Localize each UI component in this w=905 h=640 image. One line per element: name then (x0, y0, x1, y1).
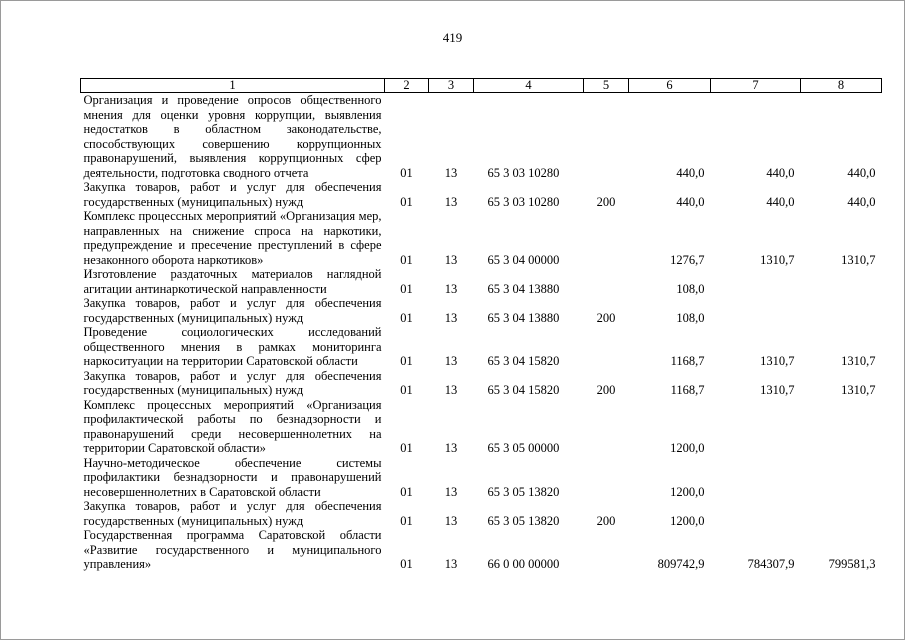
row-description: Закупка товаров, работ и услуг для обеспечения государственных (муниципальных) нужд (83, 368, 382, 397)
row-section: 01 (400, 194, 413, 209)
table-row (81, 93, 882, 181)
budget-table (80, 78, 882, 572)
header-row (81, 79, 882, 93)
row-amount-2024: 1168,7 (670, 383, 705, 397)
row-description: Изготовление раздаточных материалов наглядной агитации антинаркотической направленности (83, 267, 382, 296)
row-expense-type (584, 398, 629, 456)
row-description: Государственная программа Саратовской области «Развитие государственного и муниципального управления» (83, 528, 382, 571)
row-amount-2026: 1310,7 (841, 252, 876, 267)
row-target-code: 65 3 04 13880 (487, 281, 560, 296)
row-target-code: 65 3 05 00000 (487, 441, 560, 455)
table-row (81, 180, 882, 209)
row-amount-2025: 440,0 (766, 194, 795, 209)
row-amount-2026: 799581,3 (828, 557, 876, 571)
row-amount-2025 (711, 267, 801, 296)
row-amount-2024: 1168,7 (670, 354, 705, 368)
row-amount-2026 (801, 267, 882, 296)
header-cell: 5 (584, 79, 629, 93)
row-amount-2024: 809742,9 (657, 557, 705, 571)
row-description: Закупка товаров, работ и услуг для обеспечения государственных (муниципальных) нужд (83, 180, 382, 209)
row-description: Закупка товаров, работ и услуг для обеспечения государственных (муниципальных) нужд (83, 296, 382, 325)
row-amount-2026 (801, 456, 882, 500)
table-row (81, 456, 882, 500)
header-cell: 7 (711, 79, 801, 93)
row-subsection: 13 (444, 310, 458, 325)
table-row (81, 325, 882, 369)
table-row (81, 267, 882, 296)
row-amount-2024: 1200,0 (670, 484, 705, 499)
row-expense-type: 200 (596, 383, 616, 397)
row-subsection: 13 (444, 252, 458, 267)
table-row (81, 296, 882, 325)
row-target-code: 65 3 04 13880 (487, 310, 560, 325)
row-section: 01 (400, 557, 413, 571)
row-expense-type (584, 325, 629, 369)
table-row (81, 209, 882, 267)
row-amount-2026: 440,0 (847, 165, 876, 180)
row-amount-2025: 1310,7 (760, 383, 795, 397)
row-amount-2024: 1200,0 (670, 513, 705, 528)
row-expense-type (584, 93, 629, 181)
header-cell: 3 (429, 79, 474, 93)
row-target-code: 65 3 04 00000 (487, 252, 560, 267)
row-amount-2025: 1310,7 (760, 252, 795, 267)
row-target-code: 65 3 04 15820 (487, 383, 560, 397)
table-row (81, 398, 882, 456)
row-description: Проведение социологических исследований общественного мнения в рамках мониторинга наркоситуации на территории Саратовской области (83, 325, 382, 368)
row-subsection: 13 (444, 513, 458, 528)
row-amount-2026: 1310,7 (841, 354, 876, 368)
row-section: 01 (400, 441, 413, 455)
row-expense-type (584, 456, 629, 500)
row-section: 01 (400, 310, 413, 325)
row-amount-2025: 440,0 (766, 165, 795, 180)
row-amount-2025 (711, 499, 801, 528)
row-subsection: 13 (444, 281, 458, 296)
row-amount-2026: 440,0 (847, 194, 876, 209)
row-description: Научно-методическое обеспечение системы профилактики безнадзорности и правонарушений несовершеннолетних в Саратовской области (83, 455, 382, 499)
row-amount-2026 (801, 296, 882, 325)
header-cell: 8 (801, 79, 882, 93)
row-subsection: 13 (444, 484, 458, 499)
row-amount-2025: 784307,9 (747, 557, 795, 571)
row-description: Организация и проведение опросов общественного мнения для оценки уровня коррупции, выявления недостатков в областном законодательстве, способствующих совершению коррупционных правонарушений, выявления коррупционных сфер деятельности, подготовка сводного отчета (83, 93, 382, 180)
header-cell: 2 (385, 79, 429, 93)
row-target-code: 65 3 04 15820 (487, 354, 560, 368)
header-cell: 6 (629, 79, 711, 93)
row-amount-2024: 440,0 (676, 165, 705, 180)
row-section: 01 (400, 252, 413, 267)
table-row (81, 369, 882, 398)
row-target-code: 66 0 00 00000 (487, 557, 560, 571)
row-expense-type (584, 528, 629, 572)
row-section: 01 (400, 165, 413, 180)
row-description: Комплекс процессных мероприятий «Организация профилактической работы по безнадзорности и правонарушений среди несовершеннолетних на территории Саратовской области» (83, 397, 382, 455)
row-subsection: 13 (444, 165, 458, 180)
row-subsection: 13 (444, 194, 458, 209)
row-expense-type: 200 (596, 194, 616, 209)
row-subsection: 13 (444, 557, 458, 571)
row-amount-2025 (711, 296, 801, 325)
header-cell: 1 (81, 79, 385, 93)
row-amount-2024: 440,0 (676, 194, 705, 209)
row-amount-2024: 1200,0 (670, 441, 705, 455)
row-amount-2025 (711, 456, 801, 500)
row-amount-2026: 1310,7 (841, 383, 876, 397)
row-expense-type (584, 209, 629, 267)
row-amount-2026 (801, 499, 882, 528)
row-description: Комплекс процессных мероприятий «Организация мер, направленных на снижение спроса на наркотики, предупреждение и пресечение преступлений в сфере незаконного оборота наркотиков» (83, 209, 382, 267)
row-section: 01 (400, 484, 413, 499)
table-row (81, 499, 882, 528)
row-expense-type (584, 267, 629, 296)
row-section: 01 (400, 281, 413, 296)
row-amount-2024: 108,0 (676, 310, 705, 325)
row-target-code: 65 3 05 13820 (487, 484, 560, 499)
row-subsection: 13 (444, 441, 458, 455)
row-subsection: 13 (444, 383, 458, 397)
page-number: 419 (442, 30, 463, 45)
row-section: 01 (400, 513, 413, 528)
row-amount-2026 (801, 398, 882, 456)
table-row (81, 528, 882, 572)
row-expense-type: 200 (596, 513, 616, 528)
row-target-code: 65 3 03 10280 (487, 165, 560, 180)
row-expense-type: 200 (596, 310, 616, 325)
row-target-code: 65 3 03 10280 (487, 194, 560, 209)
row-amount-2025: 1310,7 (760, 354, 795, 368)
row-amount-2025 (711, 398, 801, 456)
row-description: Закупка товаров, работ и услуг для обеспечения государственных (муниципальных) нужд (83, 499, 382, 528)
row-target-code: 65 3 05 13820 (487, 513, 560, 528)
row-section: 01 (400, 383, 413, 397)
row-amount-2024: 108,0 (676, 281, 705, 296)
row-subsection: 13 (444, 354, 458, 368)
header-cell: 4 (474, 79, 584, 93)
row-amount-2024: 1276,7 (670, 252, 705, 267)
row-section: 01 (400, 354, 413, 368)
